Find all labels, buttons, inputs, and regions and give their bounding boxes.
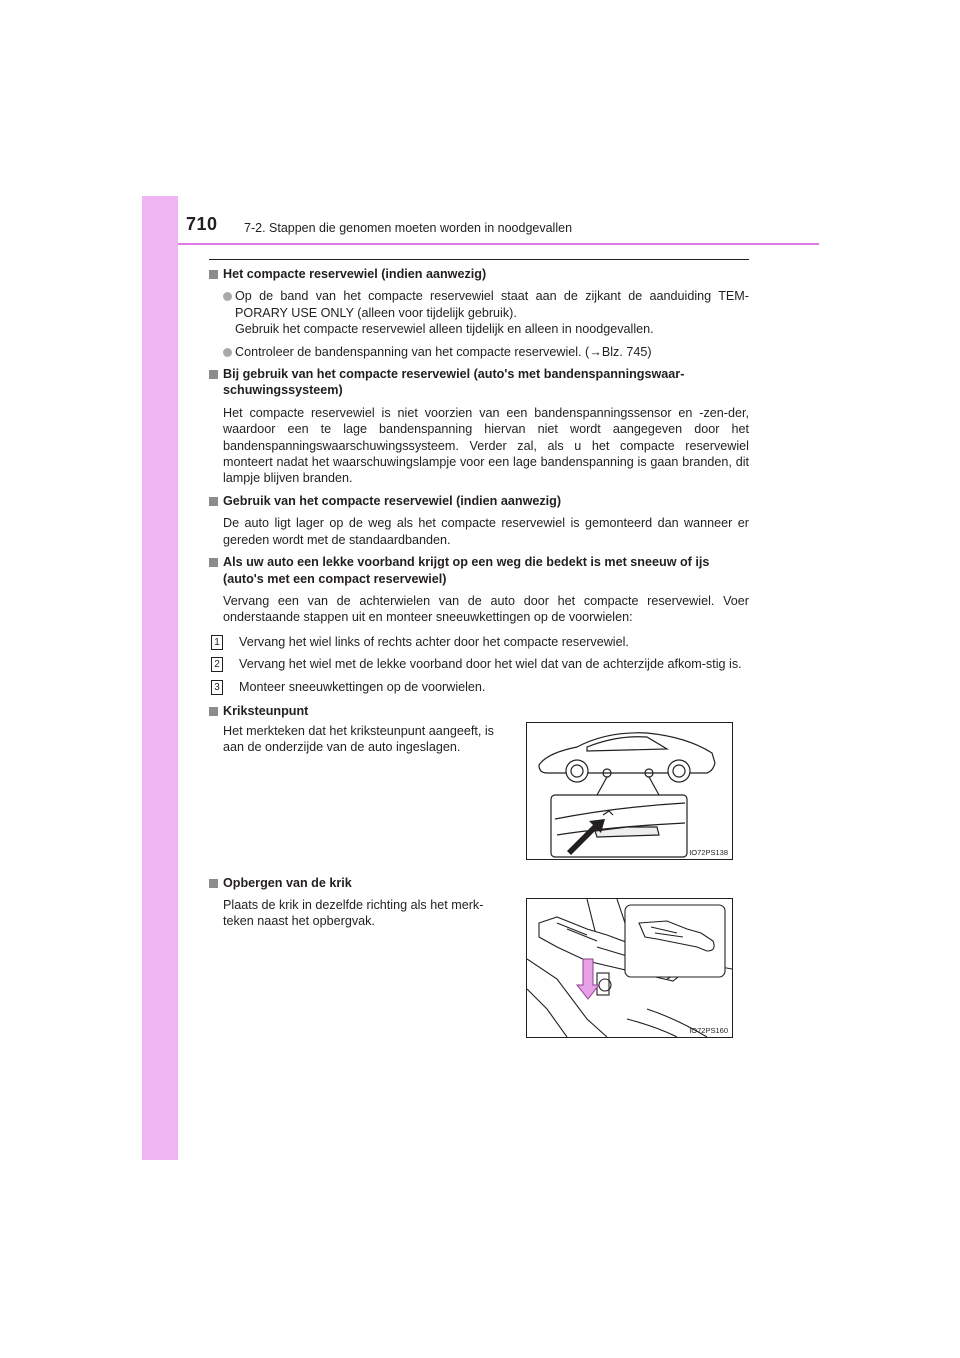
figure-code-jack-point: IO72PS138 <box>689 848 728 857</box>
bullet-check-pressure: Controleer de bandenspanning van het compacte reservewiel. (→Blz. 745) <box>223 344 749 360</box>
heading-compact-spare: Het compacte reservewiel (indien aanwezig) <box>209 266 749 282</box>
heading-flat-snow: Als uw auto een lekke voorband krijgt op een weg die bedekt is met sneeuw of ijs (auto's met een compact reservewiel) <box>209 554 749 587</box>
bullet-temporary-use <box>223 288 749 337</box>
para-tpws: Het compacte reservewiel is niet voorzien van een bandenspanningssensor en -zen-der, waardoor een te lage bandenspanning hiervan niet wordt aangegeven door het bandenspanningswaarschuwingssysteem. Verder zal, als u het compacte reservewiel monteert nadat het waarschuwingslampje voor een lage bandenspanning is gaan branden, dit lampje blijven branden. <box>223 405 749 486</box>
step-text-2: Vervang het wiel met de lekke voorband door het wiel dat van de achterzijde afkom-stig is. <box>239 657 742 672</box>
figure-code-jack-storage: IO72PS160 <box>689 1026 728 1035</box>
step-text-3: Monteer sneeuwkettingen op de voorwielen. <box>239 679 486 694</box>
step-2 <box>211 656 749 672</box>
heading-jack-storage: Opbergen van de krik <box>209 875 352 891</box>
arrow-down-icon <box>577 959 599 999</box>
step-1 <box>211 634 749 650</box>
step-text-1: Vervang het wiel links of rechts achter door het compacte reservewiel. <box>239 634 629 649</box>
section-rule <box>209 259 749 260</box>
step-number-2: 2 <box>211 657 223 672</box>
step-number-3: 3 <box>211 680 223 695</box>
chapter-sidebar-tab <box>142 196 178 1160</box>
para-flat-snow: Vervang een van de achterwielen van de auto door het compacte reservewiel. Voer onderstaande stappen uit en monteer sneeuwkettingen op de voorwielen: <box>223 593 749 625</box>
bullet-temporary-use-note: Gebruik het compacte reservewiel alleen tijdelijk en alleen in noodgevallen. <box>235 322 654 337</box>
heading-tpws: Bij gebruik van het compacte reservewiel (auto's met bandenspanningswaar-schuwingssysteem) <box>209 366 749 399</box>
figure-jack-point <box>526 722 733 860</box>
bullet-temporary-use-text: Op de band van het compacte reservewiel staat aan de zijkant de aanduiding TEM-PORARY USE ONLY (alleen voor tijdelijk gebruik). <box>235 289 749 320</box>
heading-use-spare: Gebruik van het compacte reservewiel (indien aanwezig) <box>209 493 749 509</box>
para-jack-storage: Plaats de krik in dezelfde richting als het merk-teken naast het opbergvak. <box>223 898 484 929</box>
car-jack-point-illustration <box>527 723 732 859</box>
step-number-1: 1 <box>211 635 223 650</box>
para-use-spare: De auto ligt lager op de weg als het compacte reservewiel is gemonteerd dan wanneer er gereden wordt met de standaardbanden. <box>223 516 749 547</box>
para-jack-point: Het merkteken dat het kriksteunpunt aangeeft, is aan de onderzijde van de auto ingeslagen. <box>223 724 494 755</box>
main-content <box>209 266 749 719</box>
step-3 <box>211 679 749 695</box>
jack-storage-illustration <box>527 899 732 1037</box>
heading-jack-point: Kriksteunpunt <box>209 703 749 719</box>
figure-jack-storage <box>526 898 733 1038</box>
page-number: 710 <box>186 214 218 234</box>
header-rule <box>178 243 819 245</box>
chapter-title: 7-2. Stappen die genomen moeten worden in noodgevallen <box>244 221 573 235</box>
